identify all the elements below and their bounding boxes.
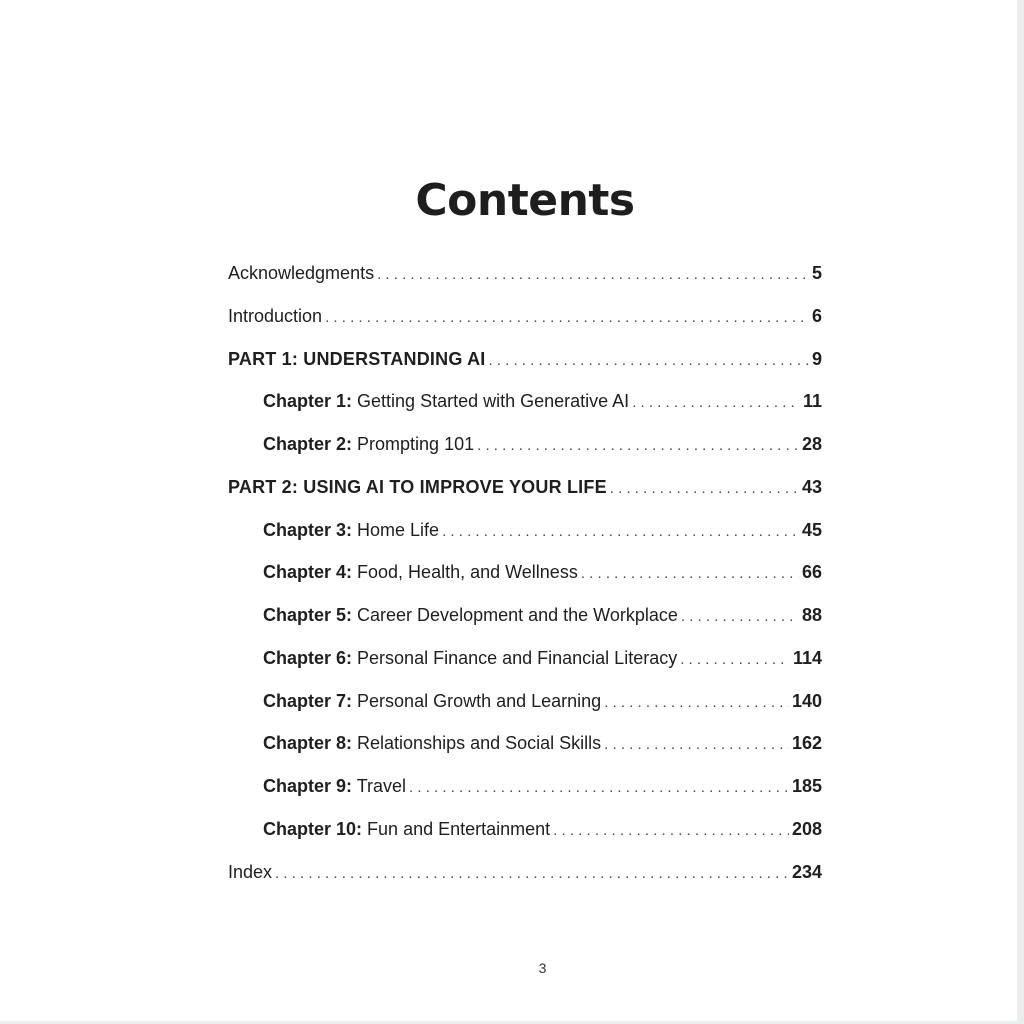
toc-part-label: PART 1: UNDERSTANDING AI: [228, 348, 486, 369]
chapter-number: Chapter 10:: [263, 818, 363, 839]
toc-entry-index[interactable]: [228, 851, 822, 894]
leader-dots: [604, 724, 789, 767]
toc-page-number: 66: [801, 562, 822, 583]
chapter-title: Career Development and the Workplace: [357, 605, 678, 625]
leader-dots: [442, 511, 799, 554]
chapter-title: Personal Growth and Learning: [357, 690, 602, 711]
toc-chapter-label: [263, 423, 474, 466]
toc-entry-chapter-1[interactable]: [228, 380, 822, 423]
toc-page-number: 9: [811, 348, 822, 369]
chapter-title: Prompting 101: [357, 434, 475, 454]
leader-dots: [610, 468, 799, 511]
chapter-number: Chapter 1:: [263, 391, 353, 412]
chapter-title: Personal Finance and Financial Literacy: [357, 647, 678, 668]
chapter-number: Chapter 3:: [263, 519, 353, 540]
toc-entry-chapter-2[interactable]: [228, 423, 822, 466]
leader-dots: [275, 853, 789, 896]
toc-entry-label: Introduction: [228, 305, 323, 326]
toc-entry-chapter-9[interactable]: [228, 765, 822, 808]
chapter-title: Travel: [356, 776, 407, 796]
toc-page-number: 45: [801, 519, 822, 540]
toc-page-number: 185: [791, 776, 822, 796]
leader-dots: [325, 297, 809, 340]
leader-dots: [477, 425, 799, 468]
chapter-number: Chapter 4:: [263, 562, 353, 583]
leader-dots: [680, 639, 790, 682]
toc-entry-label: Index: [228, 861, 273, 882]
toc-chapter-label: [263, 594, 678, 637]
page-number: 3: [538, 960, 547, 976]
toc-entry-part-1[interactable]: [228, 338, 822, 381]
toc-page-number: 114: [792, 647, 822, 668]
toc-entry-chapter-3[interactable]: [228, 509, 822, 552]
chapter-title: Fun and Entertainment: [367, 818, 551, 839]
toc-entry-part-2[interactable]: [228, 466, 822, 509]
toc-chapter-label: [263, 722, 601, 765]
chapter-number: Chapter 6:: [263, 647, 353, 668]
toc-chapter-label: [263, 808, 550, 851]
toc-page-number: 11: [802, 391, 822, 412]
toc-entry-introduction[interactable]: [228, 295, 822, 338]
chapter-title: Getting Started with Generative AI: [357, 391, 630, 412]
chapter-title: Relationships and Social Skills: [357, 733, 602, 754]
toc-chapter-label: [263, 509, 439, 552]
toc-entry-acknowledgments[interactable]: [228, 252, 822, 295]
page-title: Contents: [415, 175, 635, 227]
toc-page-number: 208: [791, 818, 822, 839]
chapter-number: Chapter 2:: [263, 434, 353, 454]
toc-entry-chapter-8[interactable]: [228, 722, 822, 765]
leader-dots: [632, 382, 800, 425]
chapter-title: Food, Health, and Wellness: [357, 562, 578, 583]
leader-dots: [581, 553, 799, 596]
toc-entry-chapter-7[interactable]: [228, 680, 822, 723]
leader-dots: [377, 254, 809, 297]
toc-entry-label: Acknowledgments: [228, 263, 375, 283]
chapter-number: Chapter 9:: [263, 776, 353, 796]
table-of-contents: [228, 252, 822, 893]
toc-chapter-label: [263, 680, 601, 723]
toc-page-number: 28: [801, 434, 822, 454]
toc-chapter-label: [263, 551, 578, 594]
toc-entry-chapter-5[interactable]: [228, 594, 822, 637]
chapter-number: Chapter 8:: [263, 733, 353, 754]
page-edge-right: [1017, 0, 1024, 1024]
chapter-number: Chapter 7:: [263, 690, 353, 711]
toc-page-number: 140: [791, 690, 822, 711]
toc-page-number: 234: [791, 861, 822, 882]
leader-dots: [681, 596, 799, 639]
toc-entry-chapter-10[interactable]: [228, 808, 822, 851]
toc-entry-chapter-6[interactable]: [228, 637, 822, 680]
toc-entry-chapter-4[interactable]: [228, 551, 822, 594]
toc-page-number: 5: [811, 263, 822, 283]
toc-part-label: PART 2: USING AI TO IMPROVE YOUR LIFE: [228, 476, 607, 497]
toc-chapter-label: [263, 637, 677, 680]
leader-dots: [409, 767, 789, 810]
leader-dots: [488, 340, 809, 383]
toc-page-number: 43: [801, 476, 822, 497]
toc-page-number: 6: [811, 305, 822, 326]
chapter-title: Home Life: [357, 519, 440, 540]
toc-chapter-label: [263, 380, 629, 423]
toc-chapter-label: [263, 765, 406, 808]
leader-dots: [553, 810, 789, 853]
chapter-number: Chapter 5:: [263, 605, 353, 625]
toc-page-number: 88: [801, 605, 822, 625]
toc-page-number: 162: [791, 733, 822, 754]
leader-dots: [604, 682, 789, 725]
